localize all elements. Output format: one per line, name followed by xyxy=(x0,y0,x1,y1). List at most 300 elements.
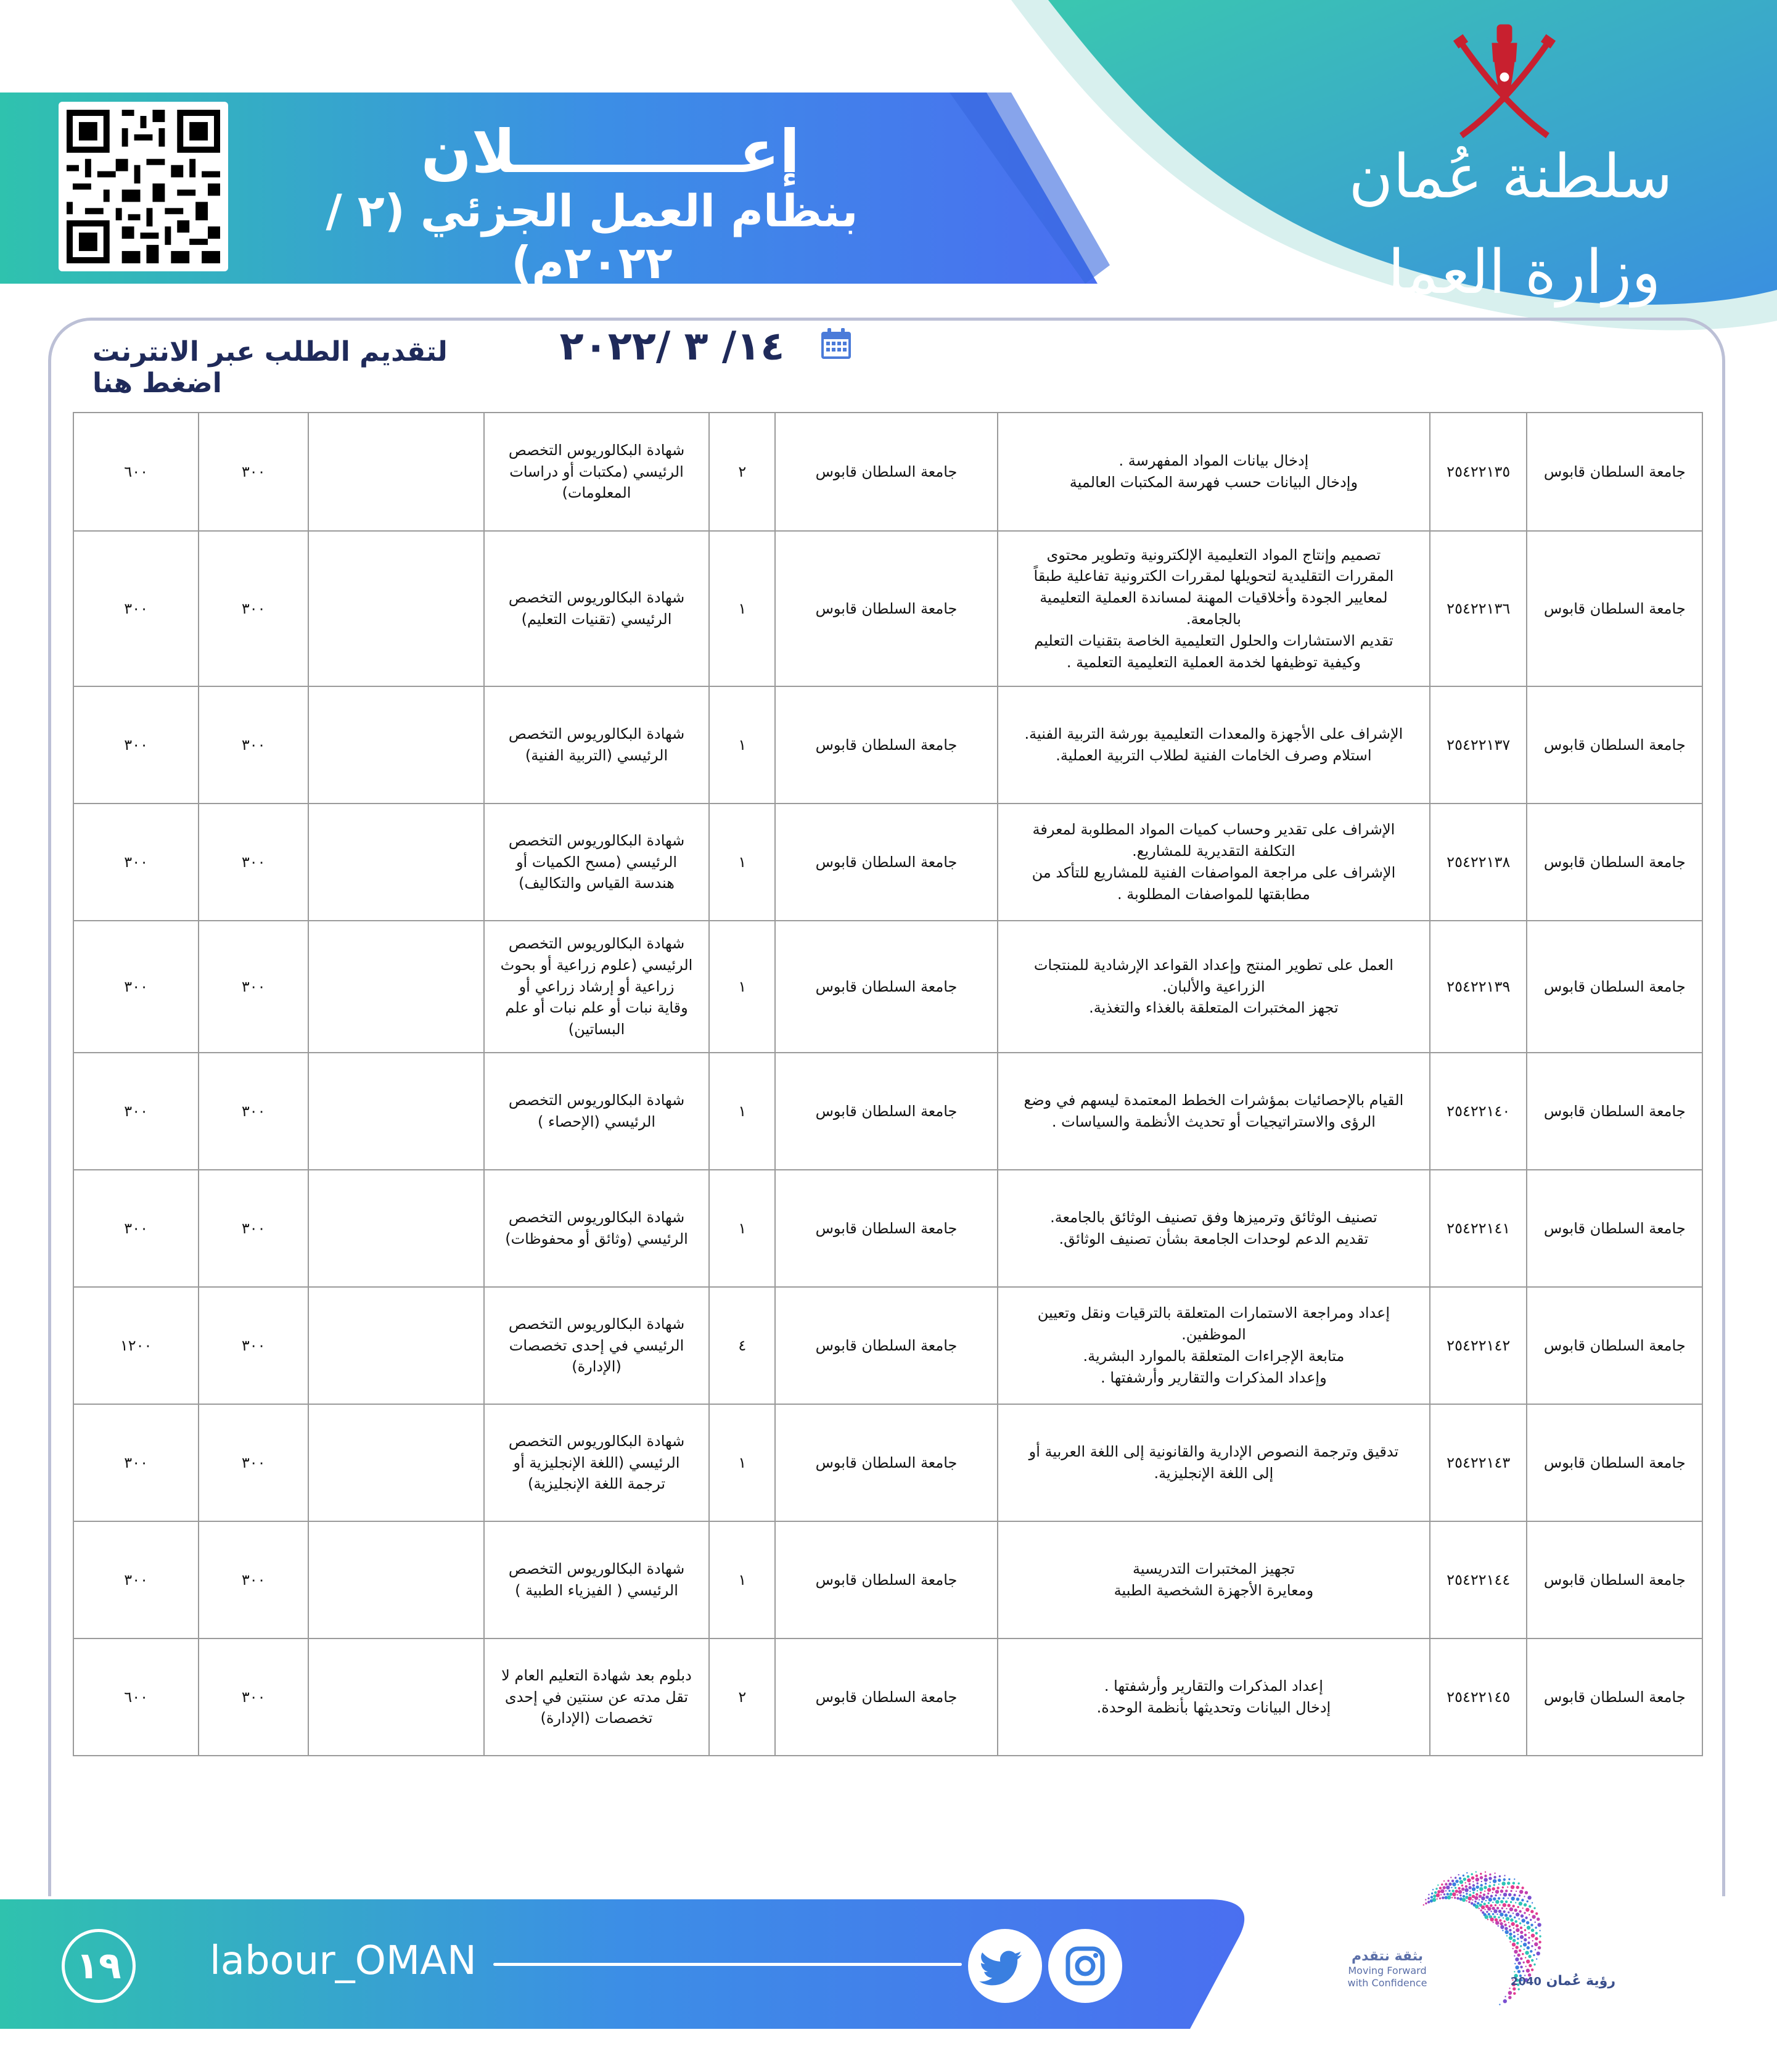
vision-logo-dot xyxy=(1532,1902,1533,1904)
vision-logo-dot xyxy=(1471,1873,1473,1875)
cell-line: البساتين) xyxy=(568,1021,625,1038)
vision-logo-dot xyxy=(1428,1894,1429,1895)
vision-logo-dot xyxy=(1525,1951,1529,1955)
vision-logo-dot xyxy=(1451,1887,1452,1888)
twitter-icon xyxy=(968,1929,1042,2003)
job-code-cell: ٢٥٤٢٢١٣٧ xyxy=(1430,686,1527,804)
vision-logo-dot xyxy=(1496,1914,1498,1915)
twitter-button[interactable] xyxy=(968,1929,1042,2003)
vision-logo-dot xyxy=(1520,1966,1522,1968)
vision-logo-dot xyxy=(1487,1888,1491,1892)
vision-logo-dot xyxy=(1513,1928,1514,1929)
empty-cell xyxy=(308,1170,484,1287)
vision-logo-dot xyxy=(1477,1890,1478,1891)
cell-line: شهادة البكالوريوس التخصص xyxy=(508,441,685,459)
vision-logo-dot xyxy=(1464,1888,1468,1892)
vision-logo-dot xyxy=(1499,1904,1500,1906)
vision-logo-dot xyxy=(1535,1912,1538,1915)
vision-logo-dot xyxy=(1535,1949,1536,1950)
vision-logo-dot xyxy=(1514,1950,1517,1954)
vision-logo-dot xyxy=(1538,1941,1541,1943)
cell-line: الرئيسي (مكتبات أو دراسات xyxy=(509,462,684,480)
vision-logo-dot xyxy=(1447,1880,1449,1881)
vision-logo-dot xyxy=(1524,1903,1527,1906)
vision-logo-dot xyxy=(1500,1889,1503,1893)
cell-line: ترجمة اللغة الإنجليزية) xyxy=(528,1475,666,1493)
description-cell xyxy=(998,1521,1430,1638)
empty-cell xyxy=(308,921,484,1053)
vision-logo-dot xyxy=(1485,1915,1488,1919)
description-cell xyxy=(998,1287,1430,1404)
salary-cell: ٣٠٠ xyxy=(199,1638,308,1756)
vision-logo-dot xyxy=(1475,1875,1478,1877)
empty-cell xyxy=(308,1053,484,1170)
vision-logo-dot xyxy=(1533,1907,1535,1909)
workplace-cell: جامعة السلطان قابوس xyxy=(775,804,998,921)
salary-cell: ٣٠٠ xyxy=(199,921,308,1053)
workplace-cell: جامعة السلطان قابوس xyxy=(775,1404,998,1521)
cell-line: الموظفين. xyxy=(1181,1326,1246,1344)
workplace-cell: جامعة السلطان قابوس xyxy=(775,1170,998,1287)
vision-logo-dot xyxy=(1514,1963,1516,1964)
vision-logo-dot xyxy=(1512,1939,1516,1942)
total-cell: ٦٠٠ xyxy=(73,1638,199,1756)
vision-logo-dot xyxy=(1451,1889,1454,1892)
vision-logo-dot xyxy=(1520,1957,1522,1960)
job-code-cell: ٢٥٤٢٢١٤٣ xyxy=(1430,1404,1527,1521)
vacancy-count-cell: ١ xyxy=(709,1404,775,1521)
cell-line: الرئيسي (اللغة الإنجليزية أو xyxy=(513,1453,680,1471)
vision-logo-dot xyxy=(1459,1877,1461,1880)
vision-logo-dot xyxy=(1485,1872,1486,1873)
vision-logo-dot xyxy=(1488,1877,1492,1880)
vision-logo-dot xyxy=(1448,1883,1451,1886)
vision-logo-dot xyxy=(1520,1926,1522,1929)
vision-logo-dot xyxy=(1516,1942,1519,1944)
vision-logo-dot xyxy=(1474,1901,1476,1902)
cell-line: تصميم وإنتاج المواد التعليمية الإلكترونية وتطوير محتوى xyxy=(1046,546,1381,564)
vision-logo-dot xyxy=(1439,1897,1441,1899)
vision-logo-dot xyxy=(1508,1878,1510,1880)
vision-logo-dot xyxy=(1530,1924,1533,1926)
vision-logo-dot xyxy=(1519,1910,1521,1912)
vision-logo-dot xyxy=(1511,1885,1514,1889)
vision-logo-dot xyxy=(1505,1889,1508,1892)
vision-logo-dot xyxy=(1516,1886,1519,1889)
vision-logo-dot xyxy=(1498,1910,1501,1913)
vision-logo-dot xyxy=(1512,1912,1514,1914)
employer-cell: جامعة السلطان قابوس xyxy=(1527,1287,1702,1404)
empty-cell xyxy=(308,1521,484,1638)
vision-logo-dot xyxy=(1508,1911,1509,1913)
cell-line: الرئيسي (تقنيات التعليم) xyxy=(521,610,672,628)
empty-cell xyxy=(308,531,484,686)
vision-logo-dot xyxy=(1480,1884,1483,1886)
vision-logo-dot xyxy=(1484,1886,1487,1889)
vacancy-count-cell: ١ xyxy=(709,921,775,1053)
vision-logo-dot xyxy=(1516,1946,1519,1949)
instagram-icon xyxy=(1048,1929,1122,2003)
vision-logo-dot xyxy=(1502,1930,1503,1931)
vision-logo-dot xyxy=(1525,1891,1528,1894)
vision-logo-dot xyxy=(1527,1896,1531,1899)
vision-logo-dot xyxy=(1432,1889,1434,1890)
vision-logo-dot xyxy=(1442,1896,1444,1899)
vision-logo-dot xyxy=(1489,1873,1491,1875)
vision-logo-dot xyxy=(1459,1894,1461,1896)
vision-logo-dot xyxy=(1537,1952,1540,1955)
vision-logo-dot xyxy=(1524,1938,1527,1941)
apply-online-link[interactable]: لتقديم الطلب عبر الانترنت اضغط هنا xyxy=(92,336,448,399)
vision-logo-dot xyxy=(1531,1929,1534,1932)
vision-logo-dot xyxy=(1512,1942,1516,1946)
cell-line: الرئيسي (وثائق أو محفوظات) xyxy=(505,1230,688,1248)
vision-logo-dot xyxy=(1510,1918,1513,1922)
cell-line: الرؤى والاستراتيجيات أو تحديث الأنظمة والسياسات . xyxy=(1051,1113,1376,1130)
job-code-cell: ٢٥٤٢٢١٣٦ xyxy=(1430,531,1527,686)
cell-line: شهادة البكالوريوس التخصص xyxy=(508,1209,685,1227)
vision-logo-dot xyxy=(1516,1924,1519,1927)
vacancy-count-cell: ١ xyxy=(709,1521,775,1638)
vision-logo-dot xyxy=(1511,1897,1515,1901)
vision-logo-dot xyxy=(1525,1966,1527,1967)
vision-logo-dot xyxy=(1539,1935,1541,1937)
vision-logo-dot xyxy=(1485,1900,1487,1901)
total-cell: ٣٠٠ xyxy=(73,686,199,804)
vision-logo-dot xyxy=(1529,1932,1530,1933)
vision-logo-dot xyxy=(1445,1890,1447,1891)
cell-line: استلام وصرف الخامات الفنية لطلاب التربية العملية. xyxy=(1056,747,1372,764)
salary-cell: ٣٠٠ xyxy=(199,1287,308,1404)
vision-logo-dot xyxy=(1504,1875,1505,1876)
vision-logo-dot xyxy=(1517,1906,1519,1908)
vision-logo-dot xyxy=(1490,1910,1492,1912)
vision-logo-dot xyxy=(1531,1959,1533,1962)
vision-logo-dot xyxy=(1462,1898,1466,1902)
vision-logo-dot xyxy=(1457,1894,1458,1896)
vision-logo-dot xyxy=(1538,1946,1541,1949)
vision-logo-dot xyxy=(1485,1896,1488,1899)
vision-logo-dot xyxy=(1466,1900,1467,1901)
vision-logo-dot xyxy=(1468,1897,1472,1901)
empty-cell xyxy=(308,1287,484,1404)
total-cell: ٣٠٠ xyxy=(73,531,199,686)
vision-logo-dot xyxy=(1492,1913,1494,1915)
cell-line: تدقيق وترجمة النصوص الإدارية والقانونية إلى اللغة العربية أو xyxy=(1028,1443,1399,1461)
vision-logo-dot xyxy=(1498,1897,1500,1899)
total-cell: ٣٠٠ xyxy=(73,1404,199,1521)
empty-cell xyxy=(308,804,484,921)
cell-line: تخصصات (الإدارة) xyxy=(540,1709,653,1727)
vision-logo-dot xyxy=(1528,1955,1531,1958)
vision-logo-dot xyxy=(1480,1909,1482,1911)
workplace-cell: جامعة السلطان قابوس xyxy=(775,921,998,1053)
employer-cell: جامعة السلطان قابوس xyxy=(1527,1638,1702,1756)
cell-line: شهادة البكالوريوس التخصص xyxy=(508,1560,685,1578)
vision-logo-dot xyxy=(1463,1895,1465,1897)
vision-logo-dot xyxy=(1458,1890,1462,1894)
vision-logo-dot xyxy=(1443,1880,1445,1881)
vision-logo-dot xyxy=(1514,1917,1516,1918)
vision-logo-dot xyxy=(1492,1892,1493,1893)
vision-logo-dot xyxy=(1481,1906,1485,1909)
salary-cell: ٣٠٠ xyxy=(199,413,308,531)
cell-line: تجهز المختبرات المتعلقة بالغذاء والتغذية. xyxy=(1089,999,1339,1017)
vision-logo-dot xyxy=(1500,1900,1503,1903)
vision-logo-dot xyxy=(1475,1893,1478,1896)
vision-logo-dot xyxy=(1514,1955,1515,1957)
description-cell xyxy=(998,1053,1430,1170)
vision-logo-dot xyxy=(1510,1901,1512,1903)
vision-logo-dot xyxy=(1445,1883,1447,1885)
description-cell xyxy=(998,921,1430,1053)
vision-logo-dot xyxy=(1455,1887,1456,1889)
vision-logo-dot xyxy=(1493,1876,1496,1878)
vision-logo-dot xyxy=(1533,1954,1535,1956)
vision-logo-dot xyxy=(1447,1896,1451,1899)
vision-logo-dot xyxy=(1518,1962,1521,1965)
vision-logo-dot xyxy=(1472,1887,1475,1891)
vision-logo-dot xyxy=(1474,1896,1478,1900)
vision-logo-dot xyxy=(1469,1883,1471,1885)
vision-logo-dot xyxy=(1518,1883,1520,1885)
total-cell: ٣٠٠ xyxy=(73,1521,199,1638)
employer-cell: جامعة السلطان قابوس xyxy=(1527,1053,1702,1170)
vision-logo-dot xyxy=(1432,1898,1436,1902)
vision-logo-dot xyxy=(1490,1904,1492,1907)
total-cell: ٣٠٠ xyxy=(73,1170,199,1287)
vision-logo-dot xyxy=(1529,1964,1532,1967)
vision-logo-dot xyxy=(1480,1892,1482,1894)
vision-logo-dot xyxy=(1461,1885,1463,1886)
employer-cell: جامعة السلطان قابوس xyxy=(1527,921,1702,1053)
vision-logo-dot xyxy=(1517,1970,1521,1973)
cell-line: تصنيف الوثائق وترميزها وفق تصنيف الوثائق بالجامعة. xyxy=(1050,1209,1377,1227)
ministry-line-labour: وزارة العمل xyxy=(1360,237,1661,308)
table-row xyxy=(73,531,1702,686)
table-row xyxy=(73,804,1702,921)
vision-logo-dot xyxy=(1479,1887,1483,1891)
cell-line: شهادة البكالوريوس التخصص xyxy=(508,935,685,952)
vision-logo-dot xyxy=(1500,1913,1503,1917)
vision-logo-dot xyxy=(1452,1893,1456,1896)
vision-logo-dot xyxy=(1484,1878,1488,1881)
vacancy-count-cell: ١ xyxy=(709,804,775,921)
cell-line: شهادة البكالوريوس التخصص xyxy=(508,589,685,607)
footer-divider xyxy=(493,1963,962,1966)
vision-logo-dot xyxy=(1517,1938,1519,1939)
qualification-cell xyxy=(484,1287,710,1404)
vision-logo-dot xyxy=(1519,1902,1522,1906)
vision-logo-dot xyxy=(1525,1908,1529,1912)
vision-logo-dot xyxy=(1493,1879,1496,1883)
vision-logo-dot xyxy=(1425,1902,1427,1904)
vision-logo-dot xyxy=(1506,1935,1508,1936)
vision-logo-dot xyxy=(1513,1894,1516,1896)
cell-line: شهادة البكالوريوس التخصص xyxy=(508,1315,685,1333)
vision-logo-dot xyxy=(1533,1963,1535,1965)
vision-logo-dot xyxy=(1525,1957,1526,1958)
vision-logo-dot xyxy=(1520,1945,1522,1947)
cell-line: دبلوم بعد شهادة التعليم العام لا xyxy=(501,1666,692,1684)
vision-logo-dot xyxy=(1458,1874,1459,1875)
vision-logo-dot xyxy=(1503,1903,1506,1907)
vision-logo-dot xyxy=(1508,1996,1511,1999)
vision-logo-dot xyxy=(1515,1965,1519,1969)
vision-logo-dot xyxy=(1466,1872,1467,1873)
vision-logo-dot xyxy=(1520,1931,1523,1934)
empty-cell xyxy=(308,413,484,531)
vacancy-count-cell: ٢ xyxy=(709,413,775,531)
vision-logo-dot xyxy=(1519,1922,1521,1924)
vision-logo-dot xyxy=(1487,1918,1488,1920)
cell-line: وكيفية توظيفها لخدمة العملية التعليمية التعلمية . xyxy=(1066,653,1361,671)
qualification-cell xyxy=(484,1170,710,1287)
announcement-title: إعـــــــــــلان xyxy=(421,117,800,186)
vision-logo-dot xyxy=(1517,1934,1519,1935)
cell-line: المقررات التقليدية لتحويلها لمقررات الكترونية تفاعلية طبقاً xyxy=(1033,567,1394,585)
vision-logo-dot xyxy=(1463,1875,1464,1877)
salary-cell: ٣٠٠ xyxy=(199,1053,308,1170)
qualification-cell xyxy=(484,804,710,921)
cell-line: القيام بالإحصائيات بمؤشرات الخطط المعتمدة ليسهم في وضع xyxy=(1024,1092,1404,1109)
vision-logo-dot xyxy=(1469,1891,1471,1892)
cell-line: المعلومات) xyxy=(562,484,631,502)
vision-logo-dot xyxy=(1471,1902,1473,1904)
vision-logo-dot xyxy=(1539,1930,1540,1931)
employer-cell: جامعة السلطان قابوس xyxy=(1527,531,1702,686)
cell-line: متابعة الإجراءات المتعلقة بالموارد البشرية. xyxy=(1083,1347,1345,1365)
vision-logo-dot xyxy=(1524,1912,1525,1914)
vision-logo-dot xyxy=(1512,1905,1515,1907)
vision-logo-dot xyxy=(1503,1999,1507,2003)
vision-logo-dot xyxy=(1479,1899,1480,1901)
vision-logo-dot xyxy=(1508,1904,1511,1907)
vision-logo-dot xyxy=(1495,1900,1499,1904)
vision-title xyxy=(1498,1973,1615,1989)
vision-logo-dot xyxy=(1423,1904,1424,1906)
cell-line: هندسة القياس والتكاليف) xyxy=(519,874,675,892)
table-row xyxy=(73,413,1702,531)
vision-logo-dot xyxy=(1479,1894,1482,1897)
vision-logo-dot xyxy=(1513,1931,1515,1933)
job-code-cell: ٢٥٤٢٢١٤٢ xyxy=(1430,1287,1527,1404)
vision-logo-dot xyxy=(1446,1886,1450,1889)
vision-logo-dot xyxy=(1471,1877,1474,1880)
description-cell xyxy=(998,1638,1430,1756)
vision-logo-dot xyxy=(1437,1890,1440,1893)
vision-logo-dot xyxy=(1537,1923,1541,1926)
vision-logo-dot xyxy=(1524,1896,1525,1897)
vision-logo-dot xyxy=(1513,1992,1516,1995)
vision-logo-dot xyxy=(1509,1933,1512,1936)
vision-logo-dot xyxy=(1472,1899,1473,1901)
vision-logo-dot xyxy=(1500,1922,1503,1925)
cell-line: تجهيز المختبرات التدريسية xyxy=(1132,1560,1295,1578)
vision-logo-dot xyxy=(1515,1920,1517,1923)
vision-logo-dot xyxy=(1468,1886,1471,1889)
employer-cell: جامعة السلطان قابوس xyxy=(1527,804,1702,921)
vision-logo-dot xyxy=(1509,1929,1511,1931)
cell-line: التكلفة التقديرية للمشاريع. xyxy=(1132,842,1295,860)
vision-logo-dot xyxy=(1513,1935,1516,1938)
workplace-cell: جامعة السلطان قابوس xyxy=(775,1521,998,1638)
vision-logo-dot xyxy=(1516,1912,1519,1916)
empty-cell xyxy=(308,1404,484,1521)
total-cell: ٣٠٠ xyxy=(73,921,199,1053)
vision-logo-dot xyxy=(1536,1959,1537,1960)
vision-logo-dot xyxy=(1516,1928,1519,1932)
social-handle[interactable]: labour_OMAN xyxy=(210,1938,477,1984)
instagram-button[interactable] xyxy=(1048,1929,1122,2003)
slogan-english-line1: Moving Forward xyxy=(1348,1965,1427,1977)
vision-logo-dot xyxy=(1437,1898,1438,1899)
vision-logo-dot xyxy=(1477,1902,1479,1904)
job-code-cell: ٢٥٤٢٢١٤٠ xyxy=(1430,1053,1527,1170)
vision-logo-dot xyxy=(1486,1911,1488,1913)
vision-logo-dot xyxy=(1475,1878,1479,1881)
vision-logo-dot xyxy=(1519,1918,1520,1920)
vision-logo-dot xyxy=(1477,1882,1479,1884)
vision-logo-dot xyxy=(1496,1907,1499,1909)
vision-logo-dot xyxy=(1503,1878,1506,1881)
vision-logo-dot xyxy=(1480,1873,1482,1875)
vision-logo-dot xyxy=(1504,1927,1508,1930)
vision-year: 2040 xyxy=(1510,1975,1541,1988)
workplace-cell: جامعة السلطان قابوس xyxy=(775,413,998,531)
vision-logo-dot xyxy=(1529,1914,1530,1915)
vacancy-count-cell: ١ xyxy=(709,1053,775,1170)
vision-logo-dot xyxy=(1490,1918,1494,1922)
table-row xyxy=(73,1521,1702,1638)
description-cell xyxy=(998,1170,1430,1287)
vision-logo-dot xyxy=(1437,1885,1438,1886)
vision-logo-dot xyxy=(1499,2004,1500,2005)
vision-logo-dot xyxy=(1526,1960,1530,1963)
vision-logo-dot xyxy=(1493,1909,1497,1913)
vision-logo-dot xyxy=(1532,1915,1535,1918)
vision-logo-dot xyxy=(1490,1895,1493,1897)
vision-logo-dot xyxy=(1524,1929,1526,1931)
vision-logo-dot xyxy=(1461,1888,1464,1891)
vision-logo-dot xyxy=(1481,1896,1485,1900)
vision-logo-dot xyxy=(1481,1881,1482,1882)
workplace-cell: جامعة السلطان قابوس xyxy=(775,1287,998,1404)
qr-code-icon xyxy=(67,110,220,263)
cell-line: ومعايرة الأجهزة الشخصية الطبية xyxy=(1114,1582,1314,1599)
announcement-subtitle: بنظام العمل الجزئي (٢ / ٢٠٢٢م) xyxy=(326,185,858,289)
cell-line: شهادة البكالوريوس التخصص xyxy=(508,831,685,849)
vision-logo-dot xyxy=(1526,1968,1530,1972)
vision-logo-dot xyxy=(1441,1883,1443,1885)
vision-logo-dot xyxy=(1535,1922,1536,1923)
cell-line: (الإدارة) xyxy=(572,1358,622,1376)
vision-logo-dot xyxy=(1436,1893,1440,1897)
vision-logo-dot xyxy=(1521,1899,1524,1901)
salary-cell: ٣٠٠ xyxy=(199,686,308,804)
cell-line: وإعداد المذكرات والتقارير وأرشفتها . xyxy=(1101,1368,1327,1386)
vision-logo-dot xyxy=(1514,1878,1515,1880)
vision-logo-dot xyxy=(1535,1926,1537,1928)
table-row xyxy=(73,1053,1702,1170)
vision-logo-dot xyxy=(1509,1936,1512,1940)
cell-line: إدخال البيانات وتحديثها بأنظمة الوحدة. xyxy=(1096,1699,1331,1716)
cell-line: وقاية نبات أو علم نبات أو علم xyxy=(505,999,688,1017)
vision-logo-dot xyxy=(1447,1893,1449,1895)
vision-logo-dot xyxy=(1522,1953,1524,1955)
cell-line: إعداد المذكرات والتقارير وأرشفتها . xyxy=(1104,1677,1323,1695)
workplace-cell: جامعة السلطان قابوس xyxy=(775,1638,998,1756)
